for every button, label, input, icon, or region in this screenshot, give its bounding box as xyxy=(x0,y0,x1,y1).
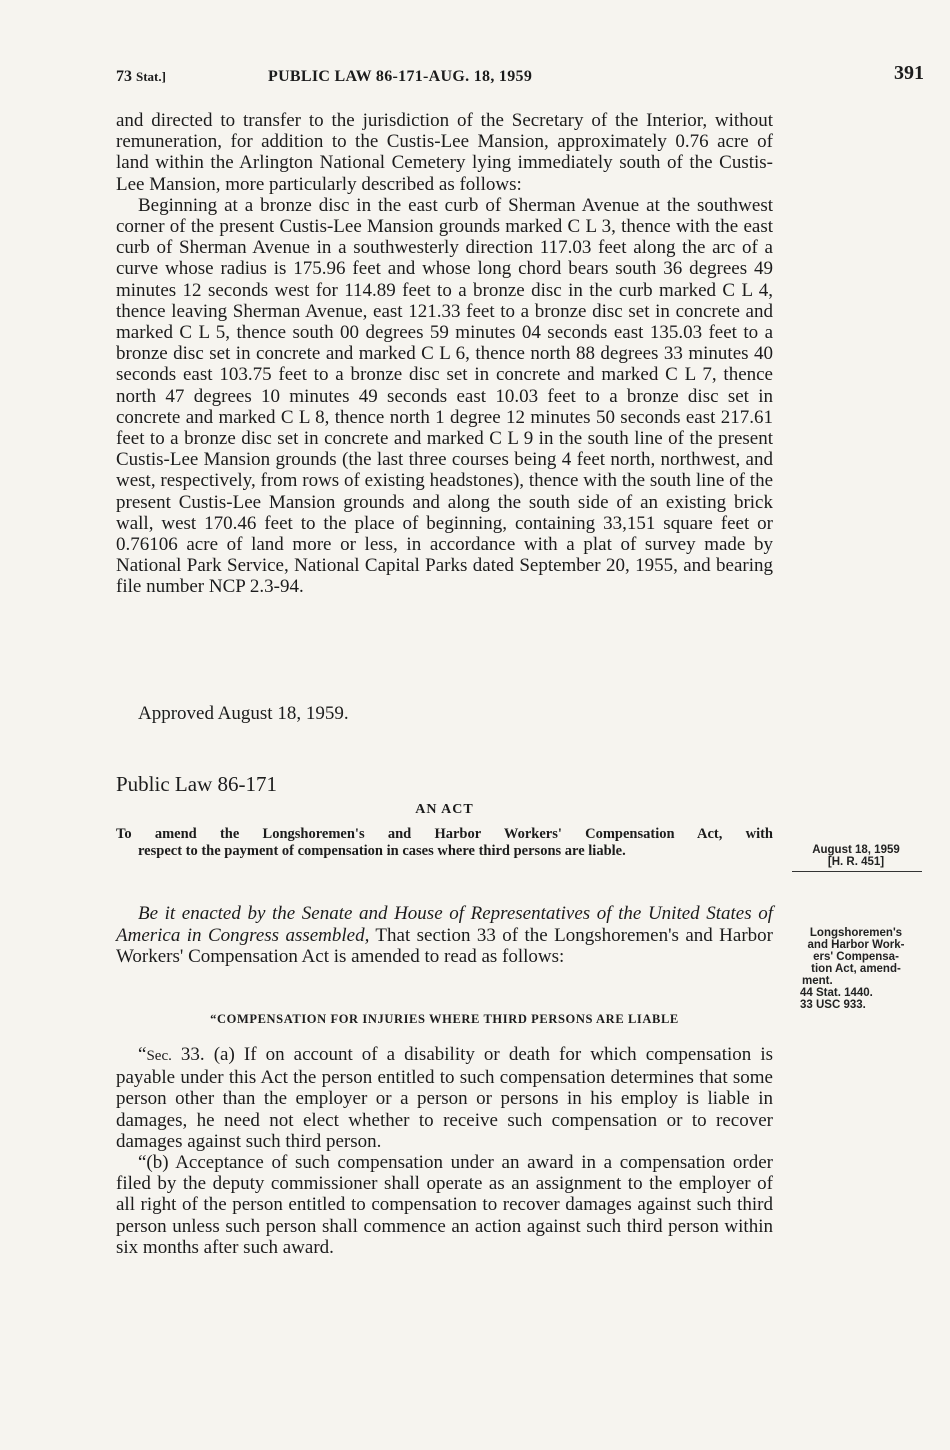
margin-reference-note: Longshoremen's and Harbor Work- ers' Compensa- tion Act, amend- ment. xyxy=(802,927,905,987)
transfer-paragraph: and directed to transfer to the jurisdiction of the Secretary of the Interior, without remuneration, for addition to the Custis-Lee Mansion, approximately 0.76 acre of land within the Arlington National Cemetery lying immediately south of the Custis-Lee Mansion, more particularly described as follows: xyxy=(116,110,773,195)
margin-citation-note xyxy=(800,987,920,1011)
enacting-formula: Be it enacted by the Senate and House of Representatives of the United States of America in Congress assembled, xyxy=(116,903,773,946)
statute-volume: 73 Stat.] xyxy=(116,68,166,85)
public-law-heading: Public Law 86-171 xyxy=(116,772,277,796)
an-act-label: AN ACT xyxy=(415,802,474,817)
running-title: PUBLIC LAW 86-171-AUG. 18, 1959 xyxy=(268,68,533,85)
boundary-description: Beginning at a bronze disc in the east curb of Sherman Avenue at the southwest corner of the present Custis-Lee Mansion grounds marked C L 3, thence with the east curb of Sherman Avenue in a southwesterly direction 117.03 feet along the arc of a curve whose radius is 175.96 feet and whose long chord bears south 36 degrees 49 minutes 12 seconds west for 114.89 feet to a bronze disc in the curb marked C L 4, thence leaving Sherman Avenue, east 121.33 feet to a bronze disc set in concrete and marked C L 5, thence south 00 degrees 59 minutes 04 seconds east 135.03 feet to a bronze disc set in concrete and marked C L 6, thence north 88 degrees 33 minutes 40 seconds east 103.75 feet to a bronze disc set in concrete and marked C L 7, thence north 47 degrees 10 minutes 49 seconds east 10.03 feet to a bronze disc set in concrete and marked C L 8, thence north 1 degree 12 minutes 50 seconds east 217.61 feet to a bronze disc set in concrete and marked C L 9 in the south line of the present Custis-Lee Mansion grounds (the last three courses being 4 feet north, northwest, and west, respectively, from rows of existing headstones), thence with the south line of the present Custis-Lee Mansion grounds and along the south side of an existing brick wall, west 170.46 feet to the place of beginning, containing 33,151 square feet or 0.76106 acre of land more or less, in accordance with a plat of survey made by National Park Service, National Capital Parks dated September 20, 1955, and bearing file number NCP 2.3-94. xyxy=(116,194,773,598)
margin-date-note xyxy=(790,844,922,872)
page-number: 391 xyxy=(894,62,924,84)
section-heading: “COMPENSATION FOR INJURIES WHERE THIRD PERSONS ARE LIABLE xyxy=(210,1012,679,1026)
margin-date: August 18, 1959 xyxy=(812,844,900,856)
subsection-b: “(b) Acceptance of such compensation under an award in a compensation order filed by the deputy commissioner shall operate as an assignment to the employer of all right of the person entitled to compensation to recover damages against such third person unless such person shall commence an action against such third person within six months after such award. xyxy=(116,1152,773,1258)
subsection-a: “Sec. 33. (a) If on account of a disability or death for which compensation is payable under this Act the person entitled to such compensation determines that some person other than the employer or a person or persons in his employ is liable in damages, he need not elect whether to receive such compensation or to recover damages against such third person. xyxy=(116,1044,773,1152)
enacting-text: That section 33 of the Longshoremen's and Harbor Workers' Compensation Act is amended to read as follows: xyxy=(116,924,773,967)
act-title-line-2: respect to the payment of compensation in cases where third persons are liable. xyxy=(138,843,626,859)
act-title-line-1: To amend the Longshoremen's and Harbor Workers' Compensation Act, with xyxy=(116,826,773,842)
margin-rule xyxy=(792,871,922,872)
section-33-text xyxy=(116,1044,773,1258)
citation-stat: 44 Stat. 1440. xyxy=(800,987,873,999)
margin-bill-number: [H. R. 451] xyxy=(827,856,885,868)
approval-line: Approved August 18, 1959. xyxy=(138,703,349,724)
enacting-clause xyxy=(116,903,773,968)
page-header xyxy=(116,62,924,92)
citation-usc: 33 USC 933. xyxy=(800,999,866,1011)
land-transfer-text xyxy=(116,110,773,598)
section-label: Sec. xyxy=(146,1048,172,1064)
act-title xyxy=(116,826,773,860)
